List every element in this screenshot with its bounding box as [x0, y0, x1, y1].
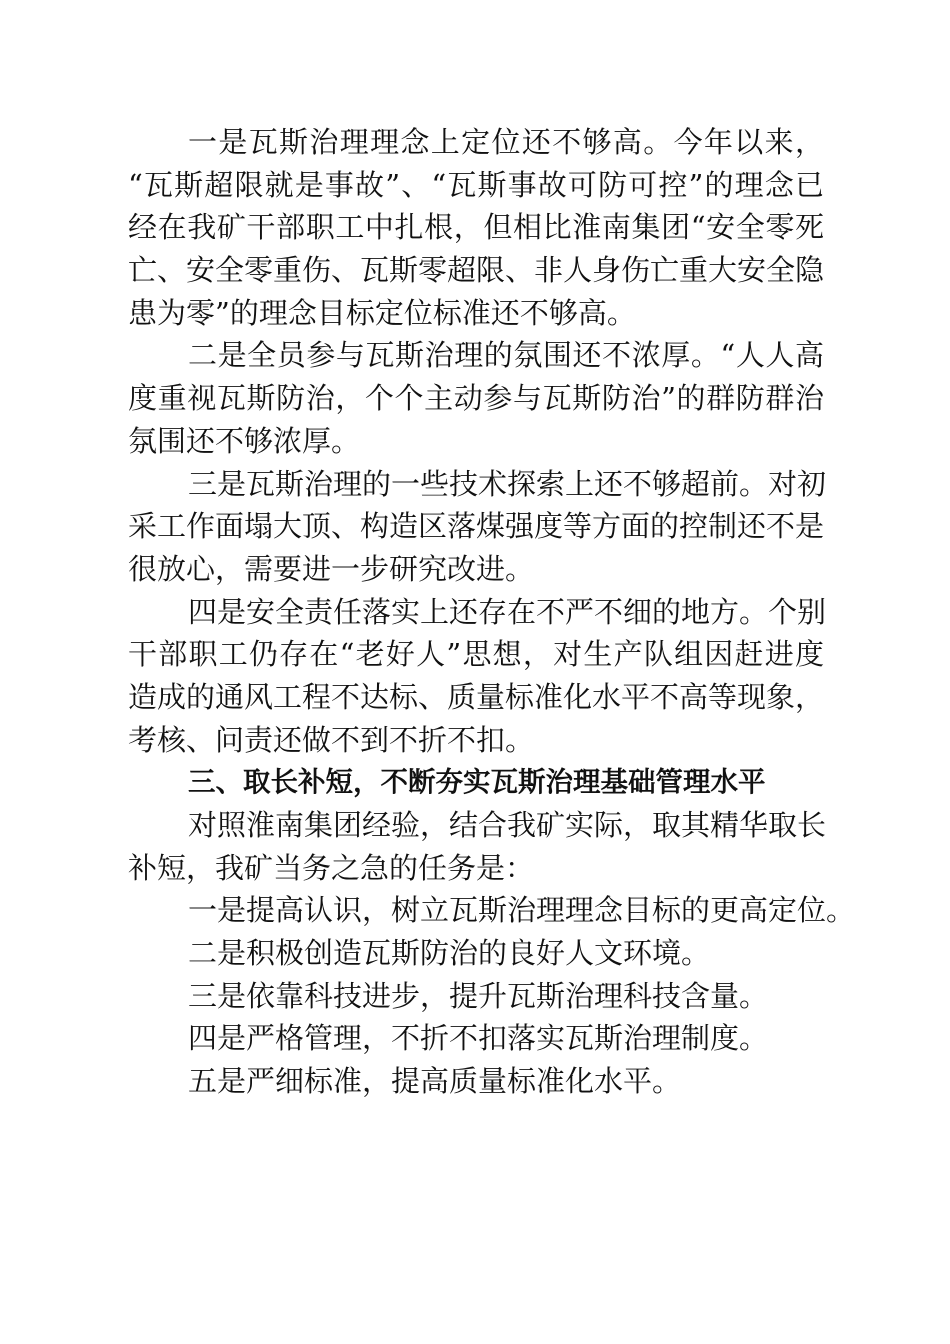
paragraph [128, 463, 827, 591]
paragraph [128, 334, 824, 462]
text-line: 四是严格管理，不折不扣落实瓦斯治理制度。 [188, 1021, 769, 1056]
text-line: 三、取长补短，不断夯实瓦斯治理基础管理水平 [188, 766, 766, 799]
text-line: 对照淮南集团经验，结合我矿实际，取其精华取长 [188, 808, 827, 842]
text-line: 一是瓦斯治理理念上定位还不够高。今年以来， [188, 125, 824, 159]
text-line: 考核、问责还做不到不折不扣。 [128, 722, 535, 757]
section-heading [128, 761, 824, 804]
paragraph [128, 975, 824, 1018]
text-line: 二是积极创造瓦斯防治的良好人文环境。 [188, 936, 711, 971]
text-line: 度重视瓦斯防治，个个主动参与瓦斯防治”的群防群治 [128, 381, 824, 416]
paragraph [128, 121, 824, 334]
text-line: “瓦斯超限就是事故”、“瓦斯事故可防可控”的理念已 [128, 167, 824, 202]
document-page [128, 121, 856, 1103]
text-line: 造成的通风工程不达标、质量标准化水平不高等现象， [128, 679, 825, 714]
paragraph [128, 932, 824, 975]
text-line: 三是瓦斯治理的一些技术探索上还不够超前。对初 [188, 466, 827, 501]
text-line: 四是安全责任落实上还存在不严不细的地方。个别 [188, 594, 827, 629]
text-line: 三是依靠科技进步，提升瓦斯治理科技含量。 [188, 978, 769, 1013]
paragraph [128, 1060, 824, 1103]
text-line: 二是全员参与瓦斯治理的氛围还不浓厚。“人人高 [188, 338, 824, 373]
text-line: 一是提高认识，树立瓦斯治理理念目标的更高定位。 [188, 893, 856, 928]
text-line: 氛围还不够浓厚。 [128, 423, 361, 458]
paragraph [128, 804, 827, 889]
paragraph [128, 889, 856, 932]
text-line: 干部职工仍存在“老好人”思想，对生产队组因赶进度 [128, 637, 824, 672]
paragraph [128, 591, 827, 762]
paragraph [128, 1017, 824, 1060]
text-line: 亡、安全零重伤、瓦斯零超限、非人身伤亡重大安全隐 [128, 253, 825, 288]
text-line: 很放心，需要进一步研究改进。 [128, 551, 535, 586]
text-line: 五是严细标准，提高质量标准化水平。 [188, 1064, 682, 1099]
text-line: 经在我矿干部职工中扎根，但相比淮南集团“安全零死 [128, 210, 824, 245]
text-line: 补短，我矿当务之急的任务是： [128, 850, 535, 885]
text-line: 患为零”的理念目标定位标准还不够高。 [128, 295, 636, 330]
text-line: 采工作面塌大顶、构造区落煤强度等方面的控制还不是 [128, 509, 825, 544]
